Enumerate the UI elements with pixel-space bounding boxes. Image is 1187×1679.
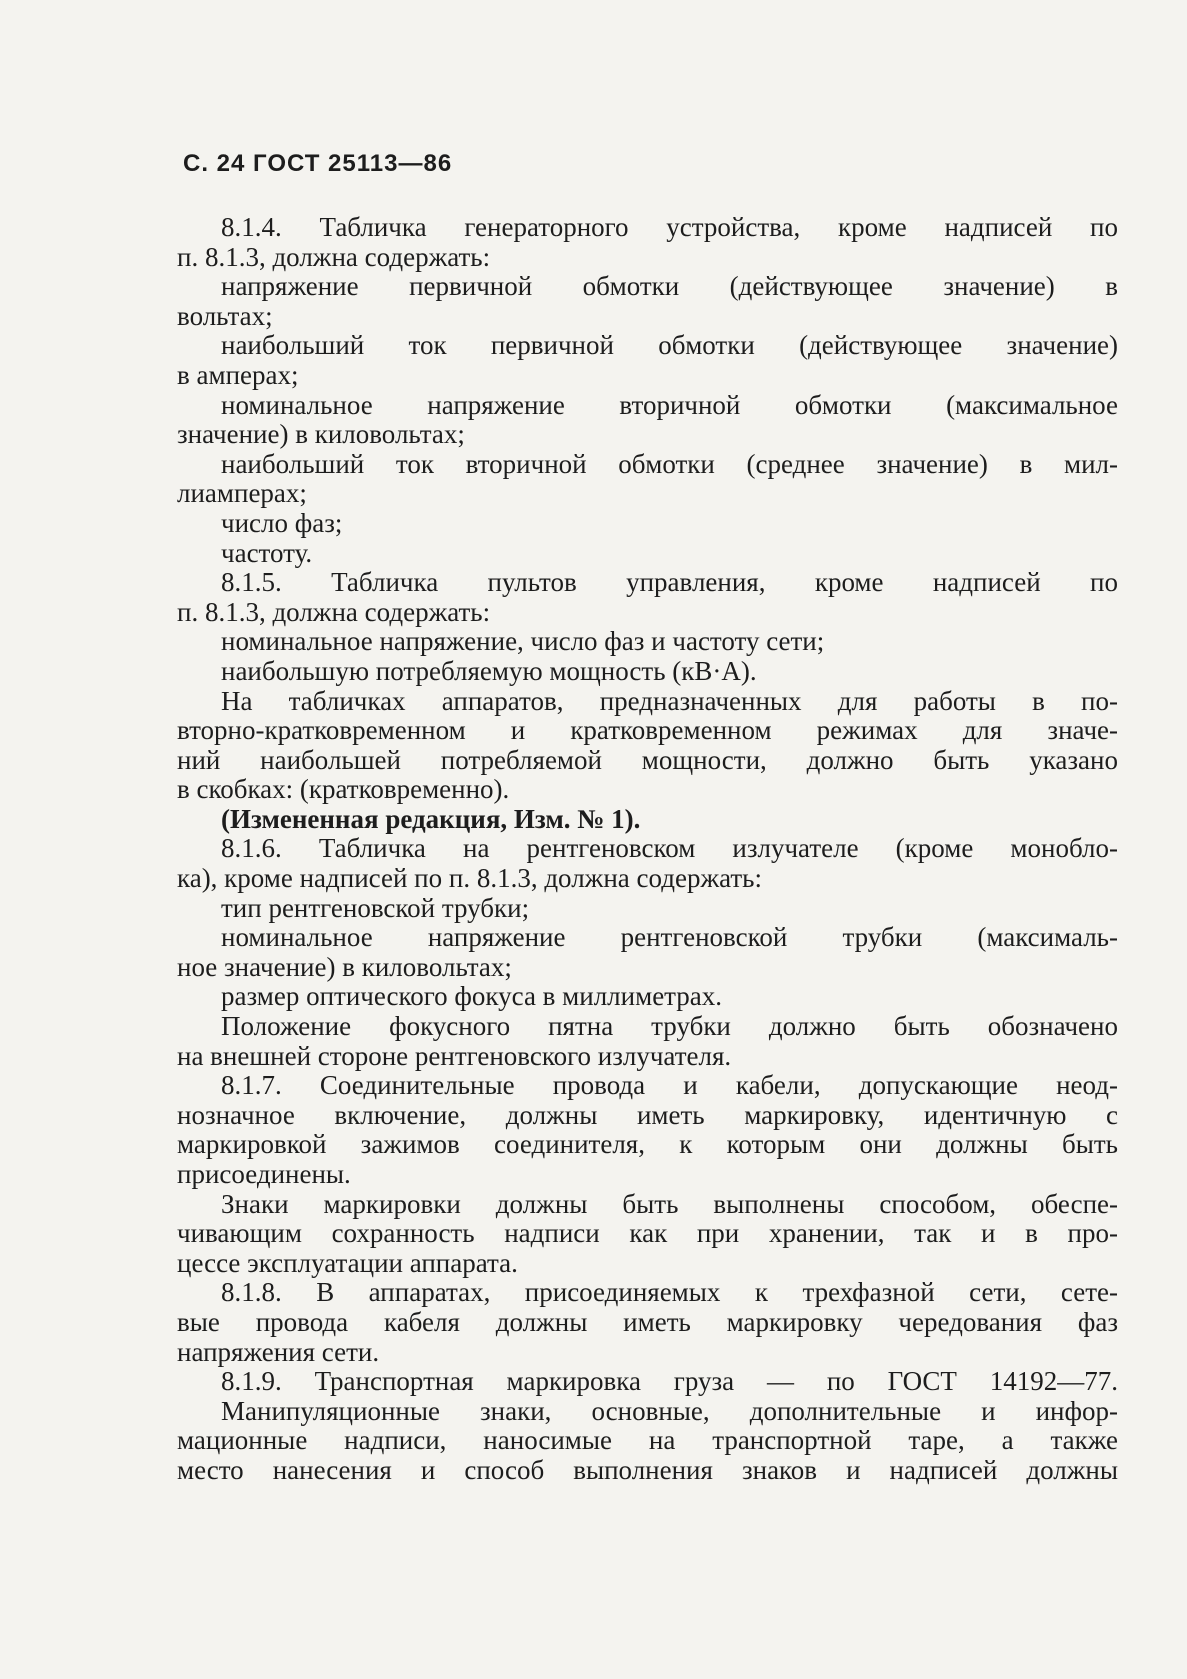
- text-line: наибольший ток вторичной обмотки (среднее значение) в мил-: [221, 448, 1118, 479]
- text-line: напряжения сети.: [177, 1336, 380, 1367]
- text-line: 8.1.6. Табличка на рентгеновском излучателе (кроме монобло-: [221, 833, 1118, 864]
- text-line: вые провода кабеля должны иметь маркировку чередования фаз: [177, 1306, 1118, 1337]
- text-line: лиамперах;: [177, 478, 307, 509]
- text-line: 8.1.8. В аппаратах, присоединяемых к трехфазной сети, сете-: [221, 1277, 1118, 1308]
- text-line: цессе эксплуатации аппарата.: [177, 1247, 518, 1278]
- text-line: маркировкой зажимов соединителя, к которым они должны быть: [177, 1129, 1118, 1160]
- text-line: п. 8.1.3, должна содержать:: [177, 241, 491, 272]
- text-line: 8.1.7. Соединительные провода и кабели, допускающие неод-: [221, 1070, 1118, 1101]
- text-line: чивающим сохранность надписи как при хранении, так и в про-: [177, 1218, 1118, 1249]
- text-line: 8.1.4. Табличка генераторного устройства, кроме надписей по: [221, 212, 1118, 242]
- text-line: 8.1.9. Транспортная маркировка груза — по ГОСТ 14192—77.: [221, 1366, 1118, 1397]
- text-line: значение) в киловольтах;: [177, 419, 465, 450]
- page-header: С. 24 ГОСТ 25113—86: [183, 150, 453, 177]
- text-line: ка), кроме надписей по п. 8.1.3, должна содержать:: [177, 863, 762, 894]
- text-line: Положение фокусного пятна трубки должно быть обозначено: [221, 1011, 1118, 1042]
- text-line: п. 8.1.3, должна содержать:: [177, 596, 491, 627]
- text-line: в амперах;: [177, 359, 299, 390]
- document-body: [177, 213, 1118, 1486]
- text-line: наибольшую потребляемую мощность (кВ·А).: [221, 655, 757, 686]
- text-line: 8.1.5. Табличка пультов управления, кроме надписей по: [221, 567, 1118, 598]
- text-line: На табличках аппаратов, предназначенных для работы в по-: [221, 685, 1118, 716]
- text-line: номинальное напряжение, число фаз и частоту сети;: [221, 626, 825, 657]
- text-line: наибольший ток первичной обмотки (действующее значение): [221, 330, 1118, 361]
- text-line: ний наибольшей потребляемой мощности, должно быть указано: [177, 744, 1118, 775]
- text-line: в скобках: (кратковременно).: [177, 774, 510, 805]
- text-line: место нанесения и способ выполнения знаков и надписей должны: [177, 1454, 1118, 1485]
- text-line: тип рентгеновской трубки;: [221, 892, 530, 923]
- text-line: вторно-кратковременном и кратковременном режимах для значе-: [177, 715, 1118, 746]
- text-line: Знаки маркировки должны быть выполнены способом, обеспе-: [221, 1188, 1118, 1219]
- text-line: ное значение) в киловольтах;: [177, 951, 512, 982]
- text-line: Манипуляционные знаки, основные, дополнительные и инфор-: [221, 1395, 1118, 1426]
- text-line: нозначное включение, должны иметь маркировку, идентичную с: [177, 1099, 1118, 1130]
- text-line: мационные надписи, наносимые на транспортной таре, а также: [177, 1425, 1118, 1456]
- text-line: номинальное напряжение рентгеновской трубки (максималь-: [221, 922, 1118, 953]
- text-line: число фаз;: [221, 507, 343, 538]
- text-line: (Измененная редакция, Изм. № 1).: [221, 803, 641, 834]
- text-line: частоту.: [221, 537, 313, 568]
- text-line: размер оптического фокуса в миллиметрах.: [221, 981, 723, 1012]
- text-line: на внешней стороне рентгеновского излучателя.: [177, 1040, 732, 1071]
- text-line: присоединены.: [177, 1159, 351, 1189]
- text-line: вольтах;: [177, 300, 273, 331]
- text-line: номинальное напряжение вторичной обмотки (максимальное: [221, 389, 1118, 420]
- text-line: напряжение первичной обмотки (действующее значение) в: [221, 271, 1118, 302]
